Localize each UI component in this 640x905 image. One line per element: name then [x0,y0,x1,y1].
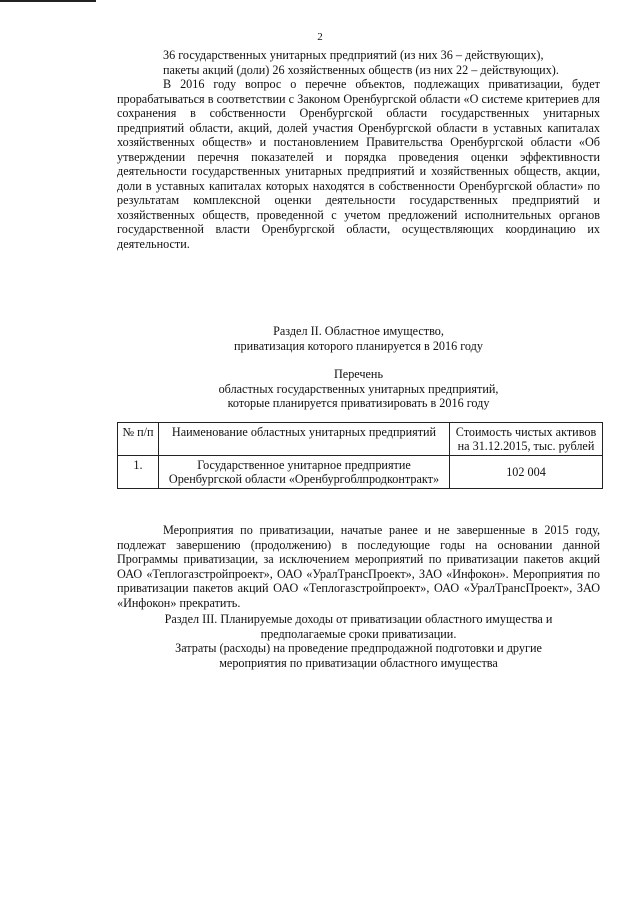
header-name: Наименование областных унитарных предприятий [159,423,450,456]
measures-paragraph: Мероприятия по приватизации, начатые ранее и не завершенные в 2015 году, подлежат завершению (продолжению) в последующие годы на основании данной Программы приватизации, за исключением мероприятий по приватизации пакетов акций ОАО «Теплогазстройпроект», ОАО «УралТрансПроект», ЗАО «Инфокон». Мероприятия по приватизации пакетов акций ОАО «Теплогазстройпроект», ОАО «УралТрансПроект», ЗАО «Инфокон» прекратить. [117,523,600,610]
row-name: Государственное унитарное предприятие Оренбургской области «Оренбургоблпродконтракт» [159,456,450,489]
row-num: 1. [118,456,159,489]
page-number: 2 [317,31,323,43]
header-value: Стоимость чистых активов на 31.12.2015, тыс. рублей [450,423,603,456]
header-num: № п/п [118,423,159,456]
section-3-title-line-1: Раздел III. Планируемые доходы от приватизации областного имущества и [164,612,553,626]
section-2-heading [117,324,600,411]
table-header-row [118,423,603,456]
section-3-title-line-2: предполагаемые сроки приватизации. [260,626,457,641]
section-2-title-line-2: приватизация которого планируется в 2016 году [234,338,483,353]
section-3-title-line-4: мероприятия по приватизации областного имущества [219,655,498,670]
list-subtitle-2: которые планируется приватизировать в 2016 году [227,396,490,410]
intro-paragraph: В 2016 году вопрос о перечне объектов, подлежащих приватизации, будет прорабатываться в соответствии с Законом Оренбургской области «О системе критериев для сохранения в собственности Оренбургской области государственных унитарных предприятий области, акций, долей участия Оренбургской области в уставных капиталах хозяйственных обществ» и постановлением Правительства Оренбургской области «Об утверждении перечня показателей и порядка проведения оценки эффективности деятельности государственных унитарных предприятий и хозяйственных обществ, акции, доли в уставных капиталах которых находятся в собственности Оренбургской области» по результатам комплексной оценки деятельности государственных предприятий и хозяйственных обществ, проведенной с учетом предложений исполнительных органов государственной власти Оренбургской области, осуществляющих координацию их деятельности. [117,77,600,251]
section-3-heading [110,612,607,670]
list-subtitle-1: областных государственных унитарных предприятий, [218,381,499,396]
top-edge-line [0,0,96,2]
table-row [118,456,603,489]
enterprises-table [117,422,603,489]
measures-block [117,523,600,610]
row-value: 102 004 [450,456,603,489]
intro-block [117,48,600,251]
intro-line-2: пакеты акций (доли) 26 хозяйственных обществ (из них 22 – действующих). [163,62,559,77]
section-2-title-line-1: Раздел II. Областное имущество, [273,324,444,338]
intro-line-1: 36 государственных унитарных предприятий (из них 36 – действующих), [163,48,544,62]
section-3-title-line-3: Затраты (расходы) на проведение предпродажной подготовки и другие [175,641,542,655]
list-title: Перечень [333,367,384,381]
